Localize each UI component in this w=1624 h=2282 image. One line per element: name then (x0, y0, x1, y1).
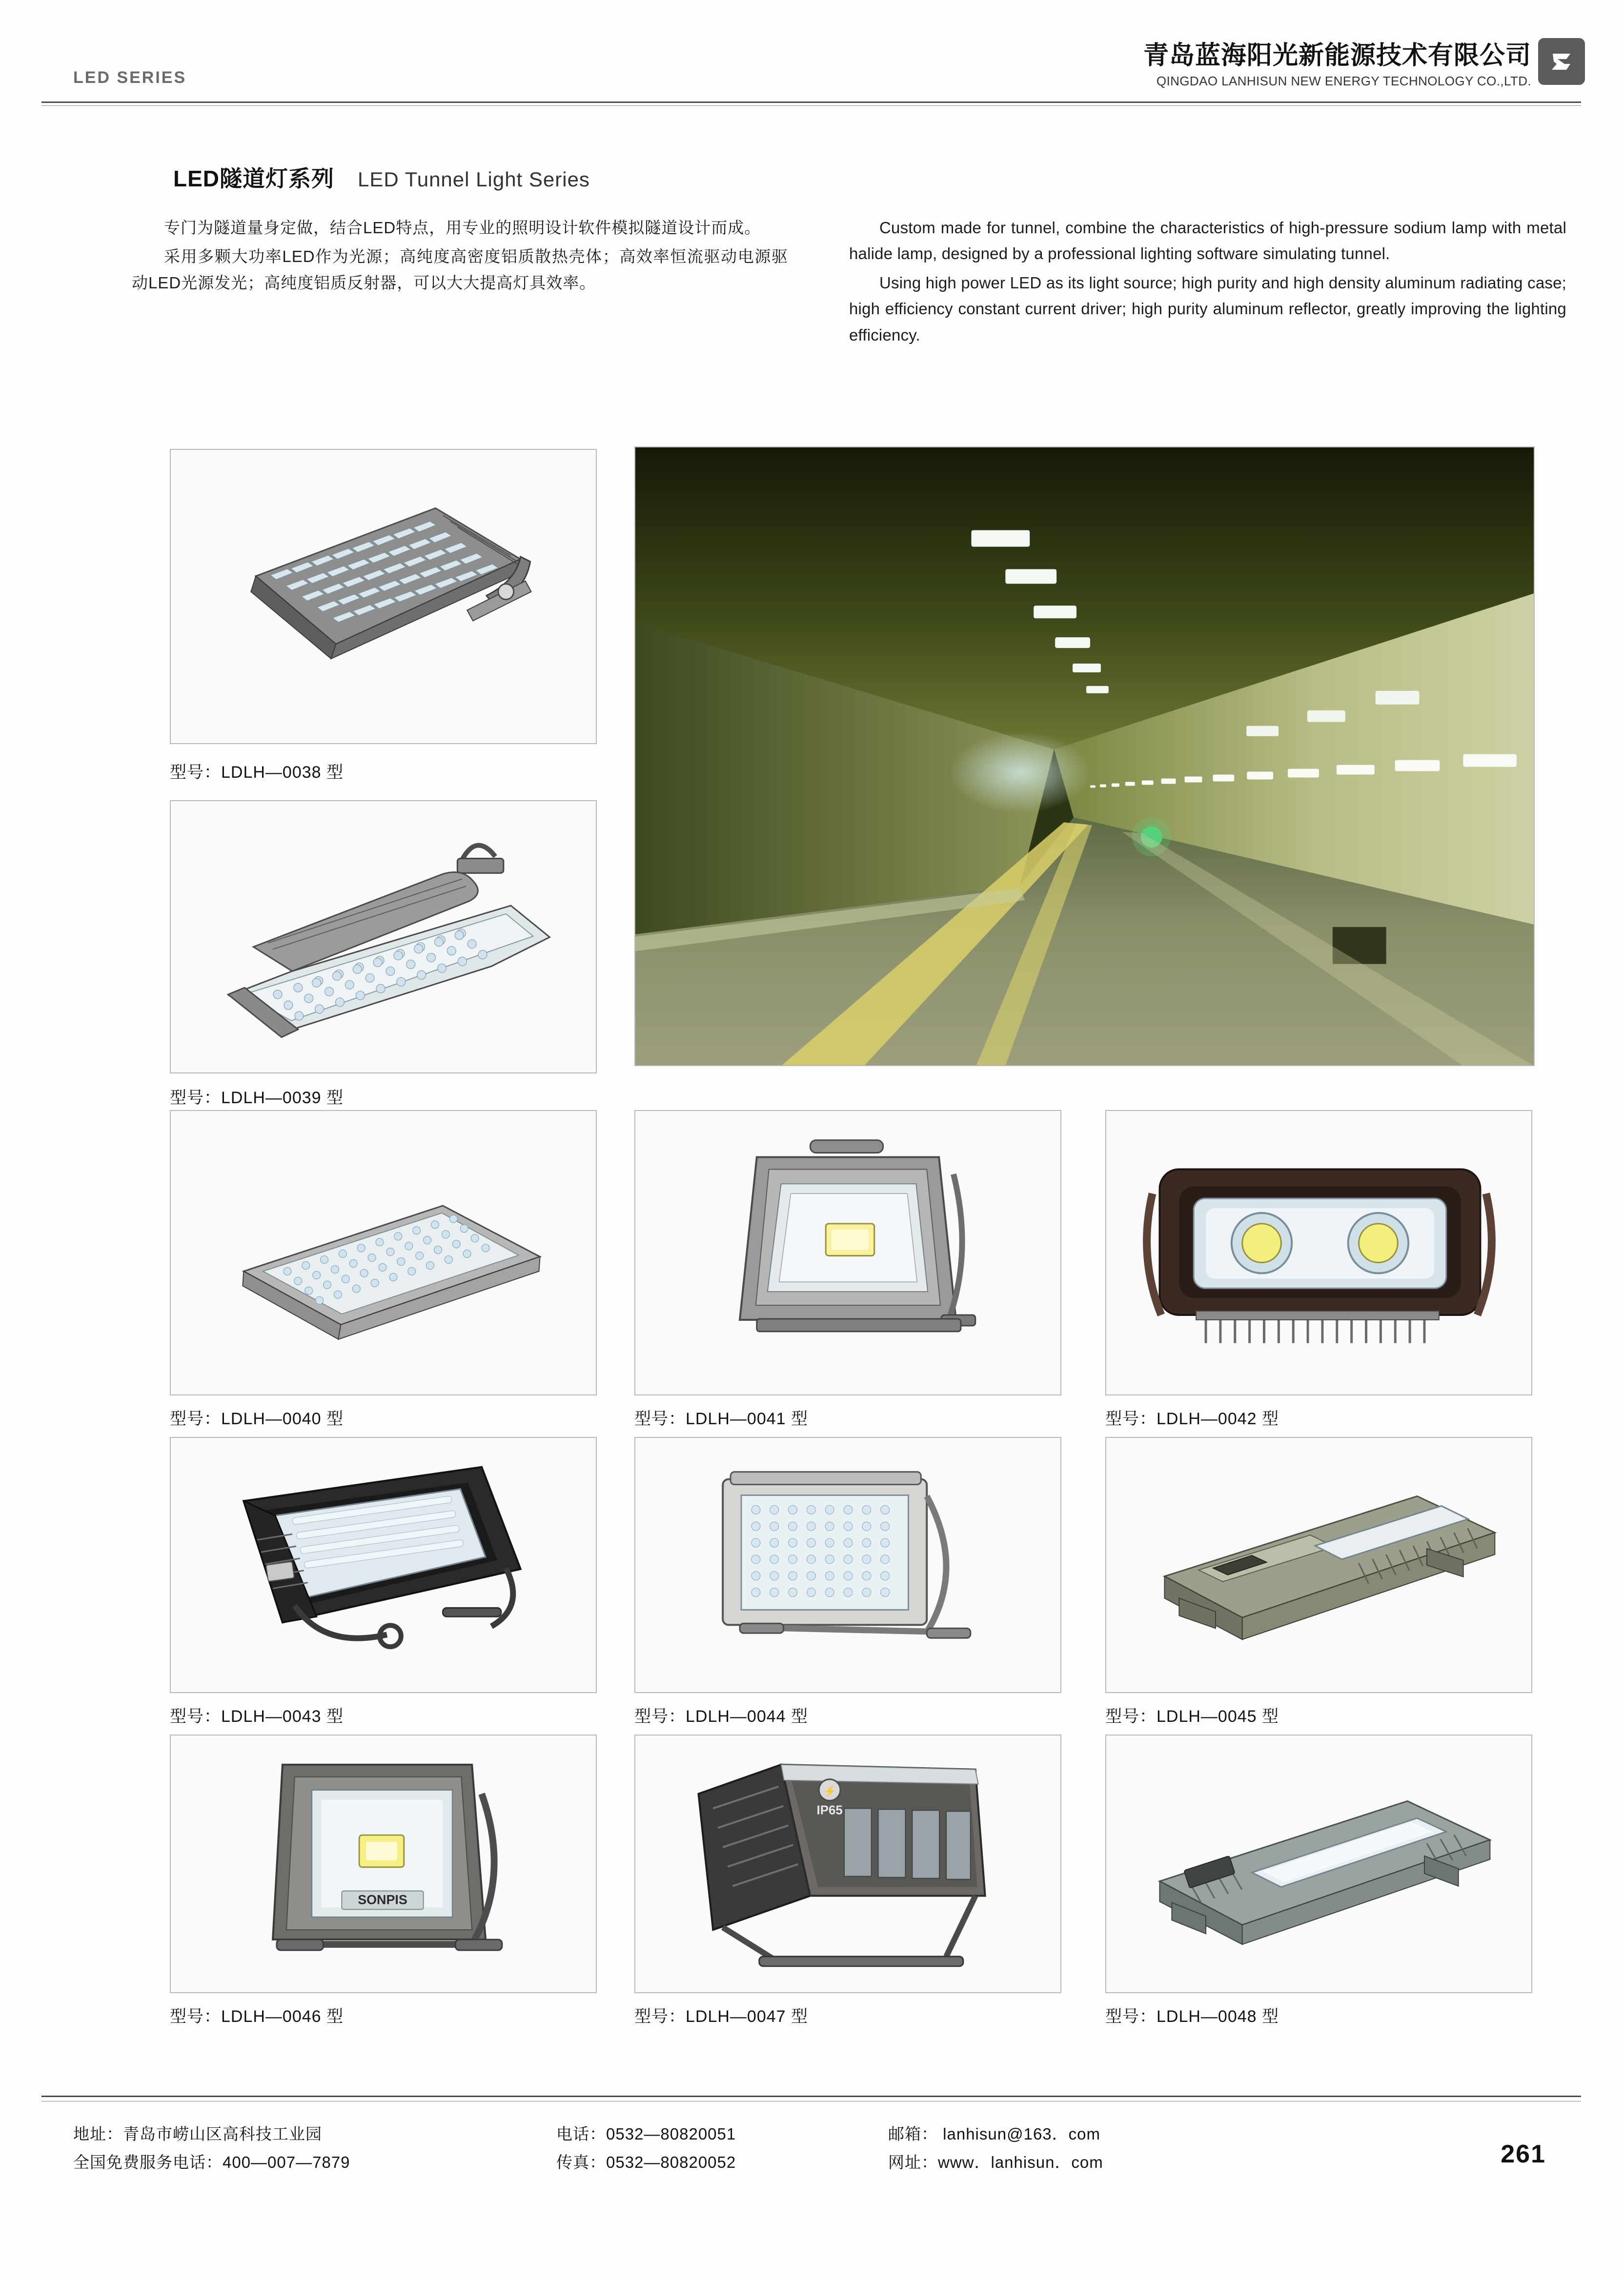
caption-ldlh-0040: 型号：LDLH—0040 型 (170, 1410, 344, 1428)
figure-ldlh-0045 (1105, 1437, 1532, 1693)
figure-ldlh-0047 (634, 1735, 1061, 1993)
intro-en-p2: Using high power LED as its light source; high purity and high density aluminum radiating case; high efficiency constant current driver; high purity aluminum reflector, greatly improving the lighting efficiency. (849, 273, 1566, 344)
footer-divider (41, 2096, 1581, 2097)
led-tunnel-lamp-0043-illustration (171, 1438, 596, 1693)
figure-ldlh-0042 (1105, 1110, 1532, 1395)
led-tunnel-lamp-0046-illustration (171, 1736, 596, 1993)
page-number: 261 (1501, 2140, 1546, 2168)
tunnel-interior-photo-illustration (635, 447, 1534, 1066)
caption-ldlh-0041: 型号：LDLH—0041 型 (634, 1410, 809, 1428)
figure-tunnel-photo (634, 446, 1535, 1066)
led-tunnel-lamp-0041-illustration (635, 1111, 1060, 1395)
footer-web-column (888, 2120, 1103, 2177)
led-tunnel-lamp-0045-illustration (1106, 1438, 1531, 1693)
footer-website-line: 网址：www．lanhisun．com (888, 2153, 1103, 2171)
company-name-block (1143, 41, 1531, 89)
led-tunnel-lamp-0040-illustration (171, 1111, 596, 1395)
caption-ldlh-0044: 型号：LDLH—0044 型 (634, 1707, 809, 1726)
led-tunnel-lamp-0048-illustration (1106, 1736, 1531, 1993)
lamp-0046-brand-text: SONPIS (358, 1892, 407, 1907)
led-tunnel-lamp-0044-illustration (635, 1438, 1060, 1693)
caption-ldlh-0039: 型号：LDLH—0039 型 (170, 1089, 344, 1107)
intro-en-p1: Custom made for tunnel, combine the characteristics of high-pressure sodium lamp with metal halide lamp, designed by a professional lighting software simulating tunnel. (849, 219, 1566, 263)
page-title-cn: LED隧道灯系列 (173, 166, 334, 191)
footer-hotline-line: 全国免费服务电话：400—007—7879 (73, 2153, 350, 2171)
footer-address-column (73, 2120, 350, 2177)
page-title-en: LED Tunnel Light Series (358, 168, 590, 191)
series-label: LED SERIES (73, 68, 187, 87)
header-divider (41, 101, 1581, 103)
caption-ldlh-0046: 型号：LDLH—0046 型 (170, 2007, 344, 2026)
figure-ldlh-0040 (170, 1110, 597, 1395)
figure-ldlh-0044 (634, 1437, 1061, 1693)
caption-ldlh-0048: 型号：LDLH—0048 型 (1105, 2007, 1279, 2026)
intro-cn-p2: 采用多颗大功率LED作为光源；高纯度高密度铝质散热壳体；高效率恒流驱动电源驱动LED光源发光；高纯度铝质反射器，可以大大提高灯具效率。 (132, 247, 788, 292)
company-name-en: QINGDAO LANHISUN NEW ENERGY TECHNOLOGY CO.,LTD. (1156, 73, 1531, 88)
svg-text:⚡: ⚡ (823, 1785, 836, 1797)
lamp-0047-ip-text: IP65 (816, 1803, 843, 1818)
intro-paragraphs-en (849, 215, 1566, 351)
footer-phone-column (556, 2120, 736, 2177)
caption-ldlh-0043: 型号：LDLH—0043 型 (170, 1707, 344, 1726)
led-tunnel-lamp-0042-illustration (1106, 1111, 1531, 1395)
figure-ldlh-0048 (1105, 1735, 1532, 1993)
header-divider-thin (41, 105, 1581, 106)
company-name-cn: 青岛蓝海阳光新能源技术有限公司 (1143, 41, 1531, 70)
footer-tel-line: 电话：0532—80820051 (556, 2125, 736, 2143)
footer-email-line: 邮箱： lanhisun@163．com (888, 2125, 1100, 2143)
intro-paragraphs-cn (132, 215, 788, 299)
caption-ldlh-0038: 型号：LDLH—0038 型 (170, 763, 344, 782)
page-title (173, 161, 590, 193)
led-tunnel-lamp-0047-illustration (635, 1736, 1060, 1993)
intro-cn-p1: 专门为隧道量身定做，结合LED特点，用专业的照明设计软件模拟隧道设计而成。 (164, 219, 761, 237)
figure-ldlh-0039 (170, 800, 597, 1073)
caption-ldlh-0042: 型号：LDLH—0042 型 (1105, 1410, 1279, 1428)
figure-ldlh-0046 (170, 1735, 597, 1993)
footer-address-line1: 地址：青岛市崂山区高科技工业园 (73, 2125, 322, 2143)
footer-fax-line: 传真：0532—80820052 (556, 2153, 736, 2171)
figure-ldlh-0041 (634, 1110, 1061, 1395)
page-footer (0, 2120, 1624, 2208)
figure-ldlh-0043 (170, 1437, 597, 1693)
page-header (0, 0, 1624, 105)
lanhisun-logo-icon (1538, 38, 1585, 85)
figure-ldlh-0038 (170, 449, 597, 744)
caption-ldlh-0045: 型号：LDLH—0045 型 (1105, 1707, 1279, 1726)
led-tunnel-lamp-0039-illustration (171, 801, 596, 1073)
caption-ldlh-0047: 型号：LDLH—0047 型 (634, 2007, 809, 2026)
led-tunnel-lamp-0038-illustration (171, 450, 596, 744)
